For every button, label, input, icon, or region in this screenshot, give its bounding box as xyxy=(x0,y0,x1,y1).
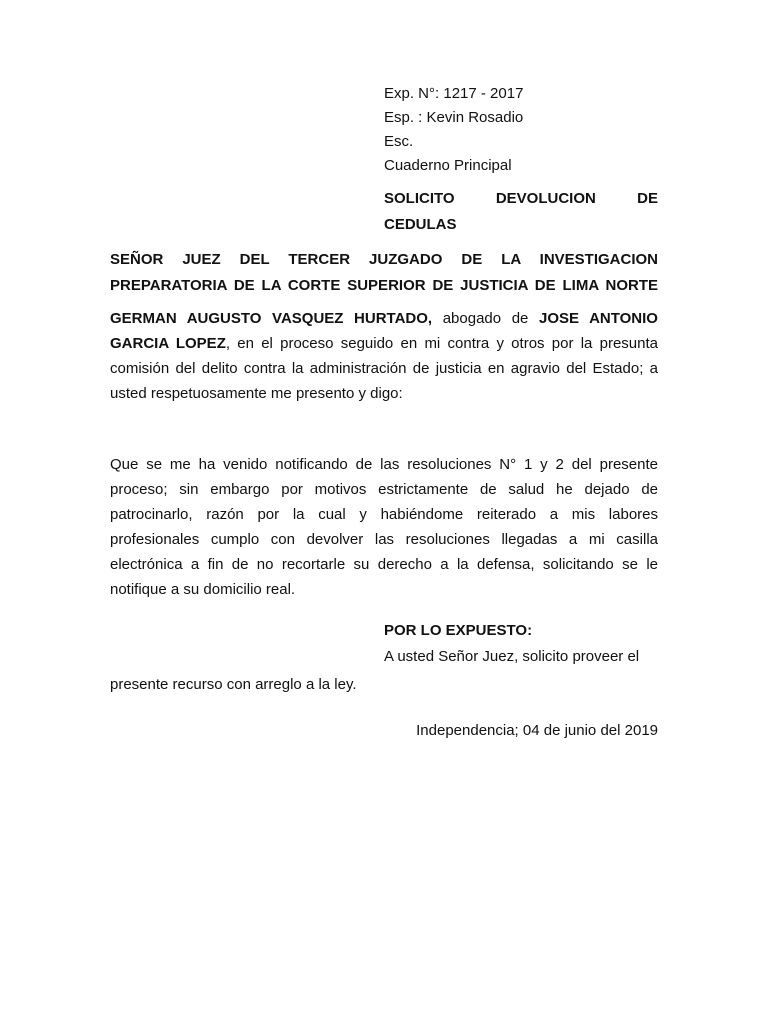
intro-line-4: usted respetuosamente me presento y digo: xyxy=(110,385,403,402)
closing-heading: POR LO EXPUESTO: xyxy=(384,622,533,639)
writ-label: Esc. xyxy=(384,133,414,150)
intro-line-2 xyxy=(110,331,658,356)
petition-summary-line1 xyxy=(384,186,658,212)
body-line: proceso; sin embargo por motivos estrictamente de salud he dejado de xyxy=(110,481,658,498)
intro-text-2: , en el proceso seguido en mi contra y otros por la presunta xyxy=(225,335,658,352)
body-line: notifique a su domicilio real. xyxy=(110,581,296,598)
petition-word-3: DE xyxy=(637,190,658,207)
petition-word-2: DEVOLUCION xyxy=(495,190,596,207)
closing-line-1 xyxy=(110,643,658,671)
client-name-part2: GARCIA LOPEZ xyxy=(110,335,226,352)
closing-text-1: A usted Señor Juez, solicito proveer el xyxy=(384,648,640,665)
closing-paragraph xyxy=(110,643,658,699)
body-line: patrocinarlo, razón por la cual y habiéndome reiterado a mis labores xyxy=(110,506,658,523)
petition-summary xyxy=(384,186,658,238)
specialist-name: Esp. : Kevin Rosadio xyxy=(384,109,524,126)
intro-line-1 xyxy=(110,306,658,331)
body-line: Que se me ha venido notificando de las resoluciones N° 1 y 2 del presente xyxy=(110,456,658,473)
lawyer-name: GERMAN AUGUSTO VASQUEZ HURTADO, xyxy=(110,310,433,327)
document-date: Independencia; 04 de junio del 2019 xyxy=(416,722,658,739)
petition-word-1: SOLICITO xyxy=(384,190,455,207)
body-line: profesionales cumplo con devolver las resoluciones llegadas a mi casilla xyxy=(110,531,658,548)
case-number: Exp. N°: 1217 - 2017 xyxy=(384,85,524,102)
intro-text-1: abogado de xyxy=(432,310,540,327)
body-line: electrónica a fin de no recortarle su derecho a la defensa, solicitando se le xyxy=(110,556,658,573)
notebook-label: Cuaderno Principal xyxy=(384,157,512,174)
client-name-part1: JOSE ANTONIO xyxy=(539,310,658,327)
body-paragraph xyxy=(110,452,658,602)
intro-paragraph xyxy=(110,306,658,406)
intro-line-3: comisión del delito contra la administración de justicia en agravio del Estado; a xyxy=(110,360,658,377)
addressee-line-1: SEÑOR JUEZ DEL TERCER JUZGADO DE LA INVESTIGACION xyxy=(110,251,658,268)
case-header xyxy=(384,82,658,178)
court-addressee xyxy=(110,247,658,299)
addressee-line-2: PREPARATORIA DE LA CORTE SUPERIOR DE JUSTICIA DE LIMA NORTE xyxy=(110,277,658,294)
petition-summary-line2: CEDULAS xyxy=(384,216,457,233)
closing-line-2: presente recurso con arreglo a la ley. xyxy=(110,676,357,693)
